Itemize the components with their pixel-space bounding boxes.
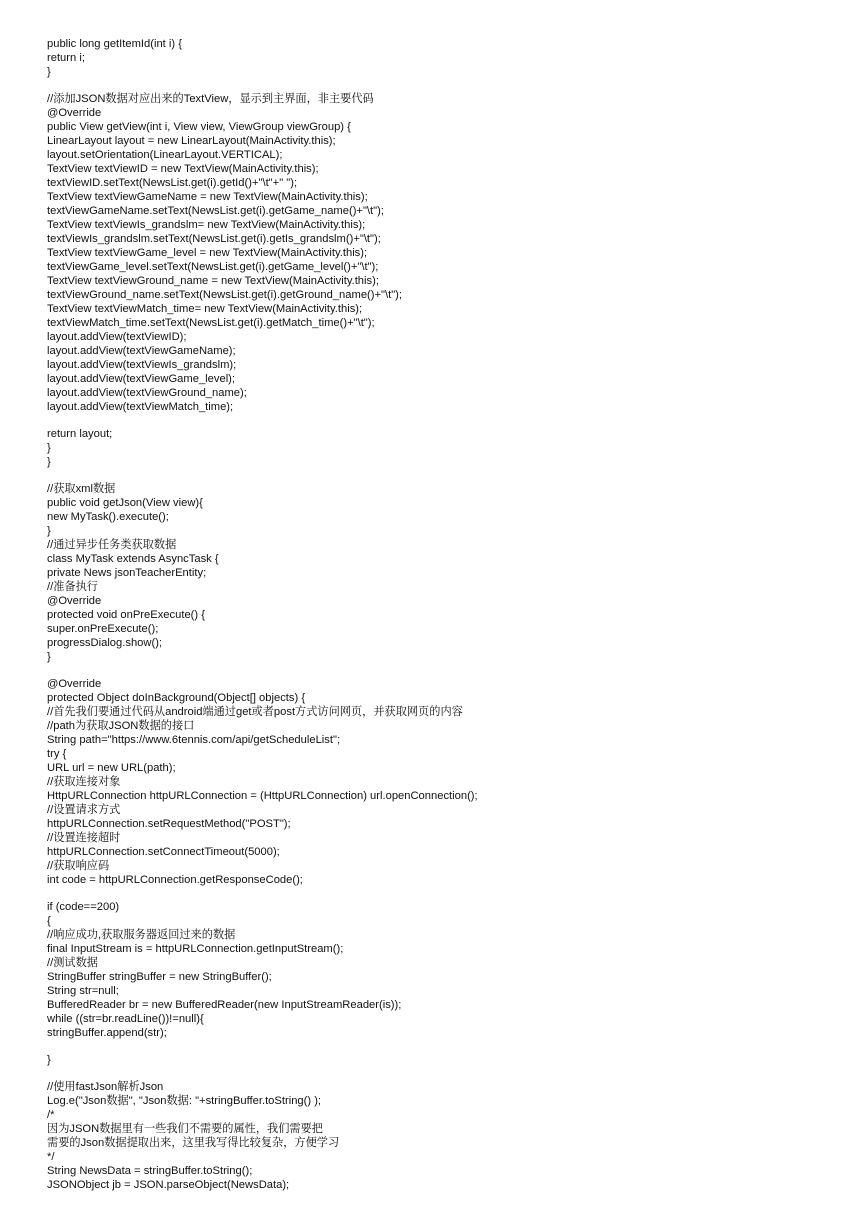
code-line: TextView textViewGameName = new TextView(MainActivity.this); <box>47 191 368 203</box>
code-paragraph <box>47 1053 827 1067</box>
code-line: //添加JSON数据对应出来的TextView，显示到主界面，非主要代码 <box>47 93 374 105</box>
code-line: final InputStream is = httpURLConnection.getInputStream(); <box>47 943 344 955</box>
code-line: private News jsonTeacherEntity; <box>47 567 207 579</box>
code-line: 需要的Json数据提取出来，这里我写得比较复杂，方便学习 <box>47 1137 340 1149</box>
code-line: textViewID.setText(NewsList.get(i).getId()+"\t"+" "); <box>47 177 298 189</box>
code-line: StringBuffer stringBuffer = new StringBuffer(); <box>47 971 272 983</box>
code-line: //通过异步任务类获取数据 <box>47 539 177 551</box>
code-line: layout.setOrientation(LinearLayout.VERTICAL); <box>47 149 283 161</box>
code-line: return i; <box>47 52 85 64</box>
code-line: public long getItemId(int i) { <box>47 38 182 50</box>
code-paragraph <box>47 92 827 414</box>
code-line: //使用fastJson解析Json <box>47 1081 164 1093</box>
code-line: String str=null; <box>47 985 119 997</box>
code-line: httpURLConnection.setConnectTimeout(5000); <box>47 846 280 858</box>
code-line: //设置请求方式 <box>47 804 121 816</box>
paragraph-gap <box>47 887 827 900</box>
paragraph-gap <box>47 1067 827 1080</box>
paragraph-gap <box>47 79 827 92</box>
code-line: httpURLConnection.setRequestMethod("POST"); <box>47 818 291 830</box>
code-line: layout.addView(textViewGameName); <box>47 345 236 357</box>
code-line: return layout; <box>47 428 113 440</box>
code-line: { <box>47 915 51 927</box>
code-line: TextView textViewGame_level = new TextView(MainActivity.this); <box>47 247 368 259</box>
code-line: public void getJson(View view){ <box>47 497 203 509</box>
code-line: LinearLayout layout = new LinearLayout(MainActivity.this); <box>47 135 336 147</box>
code-line: int code = httpURLConnection.getResponseCode(); <box>47 874 303 886</box>
code-line: public View getView(int i, View view, ViewGroup viewGroup) { <box>47 121 351 133</box>
code-line: @Override <box>47 107 102 119</box>
code-line: /* <box>47 1109 55 1121</box>
code-line: //获取连接对象 <box>47 776 121 788</box>
code-line: } <box>47 442 51 454</box>
code-line: super.onPreExecute(); <box>47 623 159 635</box>
code-line: layout.addView(textViewID); <box>47 331 187 343</box>
code-paragraph <box>47 1080 827 1192</box>
paragraph-gap <box>47 664 827 677</box>
code-paragraph <box>47 900 827 1040</box>
paragraph-gap <box>47 1040 827 1053</box>
code-line: textViewGameName.setText(NewsList.get(i).getGame_name()+"\t"); <box>47 205 384 217</box>
code-line: @Override <box>47 678 102 690</box>
code-line: textViewGame_level.setText(NewsList.get(i).getGame_level()+"\t"); <box>47 261 379 273</box>
code-paragraph <box>47 677 827 887</box>
code-line: TextView textViewGround_name = new TextView(MainActivity.this); <box>47 275 379 287</box>
code-line: while ((str=br.readLine())!=null){ <box>47 1013 204 1025</box>
code-line: */ <box>47 1151 55 1163</box>
code-line: String path="https://www.6tennis.com/api/getScheduleList"; <box>47 734 341 746</box>
code-line: BufferedReader br = new BufferedReader(new InputStreamReader(is)); <box>47 999 402 1011</box>
code-line: TextView textViewMatch_time= new TextView(MainActivity.this); <box>47 303 363 315</box>
code-line: //设置连接超时 <box>47 832 121 844</box>
code-line: protected Object doInBackground(Object[] objects) { <box>47 692 306 704</box>
code-line: } <box>47 456 51 468</box>
code-paragraph <box>47 37 827 79</box>
code-line: layout.addView(textViewGame_level); <box>47 373 236 385</box>
code-line: class MyTask extends AsyncTask { <box>47 553 219 565</box>
code-line: TextView textViewIs_grandslm= new TextView(MainActivity.this); <box>47 219 366 231</box>
code-line: textViewIs_grandslm.setText(NewsList.get(i).getIs_grandslm()+"\t"); <box>47 233 381 245</box>
code-line: } <box>47 525 51 537</box>
code-line: //测试数据 <box>47 957 98 969</box>
code-line: new MyTask().execute(); <box>47 511 169 523</box>
code-line: //path为获取JSON数据的接口 <box>47 720 195 732</box>
code-line: //获取响应码 <box>47 860 110 872</box>
code-line: progressDialog.show(); <box>47 637 163 649</box>
code-line: HttpURLConnection httpURLConnection = (HttpURLConnection) url.openConnection(); <box>47 790 478 802</box>
code-line: JSONObject jb = JSON.parseObject(NewsData); <box>47 1179 290 1191</box>
code-listing <box>47 37 827 1192</box>
code-line: try { <box>47 748 67 760</box>
code-line: Log.e("Json数据", "Json数据: "+stringBuffer.toString() ); <box>47 1095 322 1107</box>
code-line: protected void onPreExecute() { <box>47 609 205 621</box>
code-line: 因为JSON数据里有一些我们不需要的属性，我们需要把 <box>47 1123 323 1135</box>
code-line: textViewMatch_time.setText(NewsList.get(i).getMatch_time()+"\t"); <box>47 317 375 329</box>
code-line: } <box>47 66 51 78</box>
code-line: //响应成功,获取服务器返回过来的数据 <box>47 929 236 941</box>
code-line: layout.addView(textViewGround_name); <box>47 387 247 399</box>
code-line: textViewGround_name.setText(NewsList.get(i).getGround_name()+"\t"); <box>47 289 403 301</box>
code-line: if (code==200) <box>47 901 120 913</box>
code-line: layout.addView(textViewIs_grandslm); <box>47 359 237 371</box>
code-line: } <box>47 1054 51 1066</box>
code-line: layout.addView(textViewMatch_time); <box>47 401 234 413</box>
code-line: //获取xml数据 <box>47 483 116 495</box>
code-line: TextView textViewID = new TextView(MainActivity.this); <box>47 163 319 175</box>
code-line: //首先我们要通过代码从android端通过get或者post方式访问网页，并获取网页的内容 <box>47 706 463 718</box>
code-line: URL url = new URL(path); <box>47 762 176 774</box>
paragraph-gap <box>47 414 827 427</box>
code-line: String NewsData = stringBuffer.toString(); <box>47 1165 253 1177</box>
code-paragraph <box>47 482 827 664</box>
paragraph-gap <box>47 469 827 482</box>
code-line: } <box>47 651 51 663</box>
code-line: @Override <box>47 595 102 607</box>
code-paragraph <box>47 427 827 469</box>
code-line: //准备执行 <box>47 581 98 593</box>
code-line: stringBuffer.append(str); <box>47 1027 167 1039</box>
